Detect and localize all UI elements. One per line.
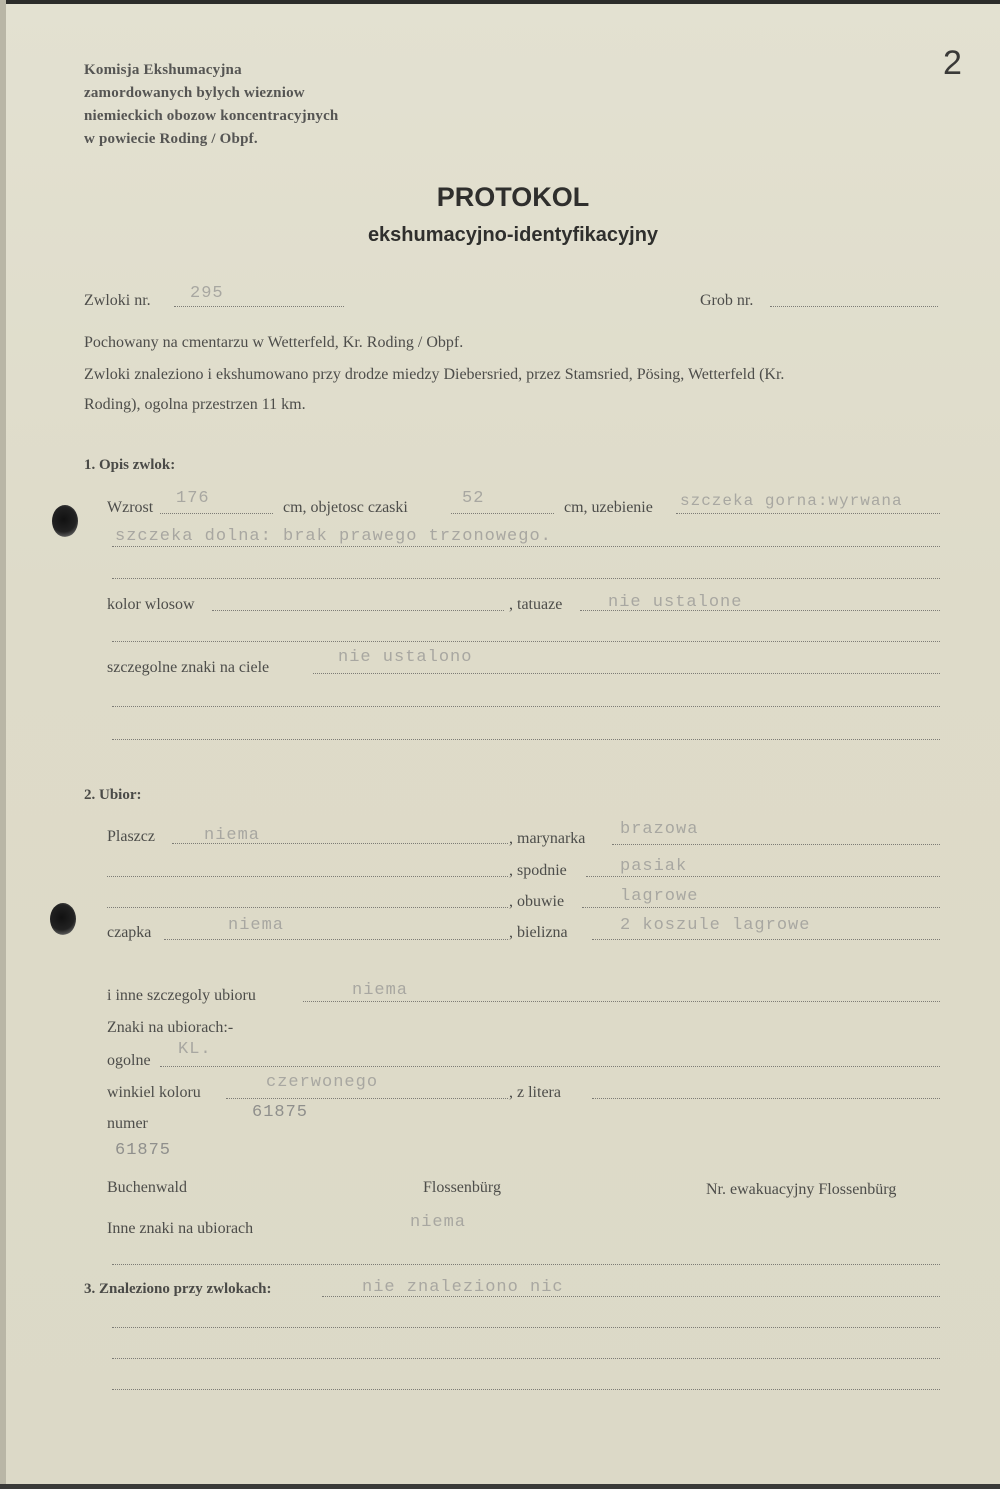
number-label: numer (107, 1115, 148, 1132)
shoes-value: lagrowe (620, 887, 699, 906)
coat-label: Plaszcz (107, 828, 155, 845)
other-details-line (303, 1001, 940, 1002)
hair-color-line (212, 610, 504, 611)
cm-skull-label: cm, objetosc czaski (283, 499, 408, 516)
teeth-line-2 (112, 546, 940, 547)
jacket-label: , marynarka (509, 830, 586, 847)
body-number-value: 295 (190, 284, 224, 303)
found-text-line-2: Roding), ogolna przestrzen 11 km. (84, 396, 306, 413)
underwear-label: , bielizna (509, 924, 568, 941)
other-details-label: i inne szczegoly ubioru (107, 987, 256, 1004)
blank-line-2 (112, 641, 940, 642)
underwear-line (592, 939, 940, 940)
buchenwald-number-value: 61875 (115, 1141, 172, 1160)
shoes-line (582, 907, 940, 908)
blank-line-7 (112, 1264, 940, 1265)
other-clothing-marks-label: Inne znaki na ubiorach (107, 1220, 254, 1237)
blank-line-10 (112, 1389, 940, 1390)
flossenburg-label: Flossenbürg (423, 1179, 501, 1196)
special-marks-label: szczegolne znaki na ciele (107, 659, 270, 676)
blank-line-5 (107, 876, 508, 877)
blank-line-6 (107, 907, 508, 908)
section-3-heading: 3. Znaleziono przy zwlokach: (84, 1281, 272, 1297)
found-items-value: nie znaleziono nic (362, 1278, 564, 1297)
page-number: 2 (943, 44, 962, 82)
triangle-color-value: czerwonego (266, 1073, 379, 1092)
bottom-edge (0, 1484, 1000, 1489)
jacket-value: brazowa (620, 820, 699, 839)
cap-value: niema (228, 916, 285, 935)
shoes-label: , obuwie (509, 893, 565, 910)
found-text-line-1: Zwloki znaleziono i ekshumowano przy drodze miedzy Diebersried, przez Stamsried, Pösing, Wetterfeld (Kr. (84, 366, 785, 383)
top-edge (0, 0, 1000, 4)
blank-line-1 (112, 578, 940, 579)
header-line-3: niemieckich obozow koncentracyjnych (84, 108, 339, 124)
cap-label: czapka (107, 924, 152, 941)
letter-label: , z litera (509, 1084, 561, 1101)
teeth-value-line-2: szczeka dolna: brak prawego trzonowego. (115, 527, 552, 546)
height-label: Wzrost (107, 499, 154, 516)
teeth-value: szczeka gorna:wyrwana (680, 492, 903, 510)
section-2-heading: 2. Ubior: (84, 787, 142, 803)
header-line-1: Komisja Ekshumacyjna (84, 62, 242, 78)
tattoo-value: nie ustalone (608, 593, 743, 612)
underwear-value: 2 koszule lagrowe (620, 916, 811, 935)
body-number-label: Zwloki nr. (84, 292, 151, 309)
blank-line-9 (112, 1358, 940, 1359)
coat-value: niema (204, 826, 261, 845)
height-line (160, 513, 273, 514)
trousers-label: , spodnie (509, 862, 567, 879)
blank-line-4 (112, 739, 940, 740)
triangle-color-line (226, 1098, 508, 1099)
trousers-line (586, 876, 940, 877)
general-marks-value: KL. (178, 1040, 212, 1059)
buchenwald-label: Buchenwald (107, 1179, 187, 1196)
header-line-4: w powiecie Roding / Obpf. (84, 131, 258, 147)
general-marks-label: ogolne (107, 1052, 151, 1069)
cm-teeth-label: cm, uzebienie (564, 499, 653, 516)
special-marks-line (313, 673, 940, 674)
clothing-marks-label: Znaki na ubiorach:- (107, 1019, 234, 1036)
body-number-line (174, 306, 344, 307)
jacket-line (612, 844, 940, 845)
tattoo-label: , tatuaze (509, 596, 563, 613)
document-title: PROTOKOL (436, 182, 590, 212)
number-value: 61875 (252, 1103, 309, 1122)
document-subtitle: ekshumacyjno-identyfikacyjny (367, 224, 659, 246)
buried-text: Pochowany na cmentarzu w Wetterfeld, Kr. Roding / Obpf. (84, 334, 464, 351)
hair-color-label: kolor wlosow (107, 596, 195, 613)
grave-number-line (770, 306, 938, 307)
punch-hole-lower (50, 903, 76, 935)
other-details-value: niema (352, 981, 409, 1000)
blank-line-8 (112, 1327, 940, 1328)
triangle-color-label: winkiel koloru (107, 1084, 201, 1101)
other-clothing-marks-value: niema (410, 1213, 467, 1232)
trousers-value: pasiak (620, 857, 688, 876)
height-value: 176 (176, 489, 210, 508)
general-marks-line (160, 1066, 940, 1067)
blank-line-3 (112, 706, 940, 707)
letter-line (592, 1098, 940, 1099)
skull-line (451, 513, 554, 514)
cap-line (164, 939, 508, 940)
skull-value: 52 (462, 489, 485, 508)
section-1-heading: 1. Opis zwlok: (84, 457, 176, 473)
evacuation-number-label: Nr. ewakuacyjny Flossenbürg (706, 1181, 897, 1198)
teeth-line (676, 513, 940, 514)
punch-hole-upper (52, 505, 78, 537)
header-line-2: zamordowanych bylych wiezniow (84, 85, 305, 101)
special-marks-value: nie ustalono (338, 648, 473, 667)
grave-number-label: Grob nr. (700, 292, 754, 309)
